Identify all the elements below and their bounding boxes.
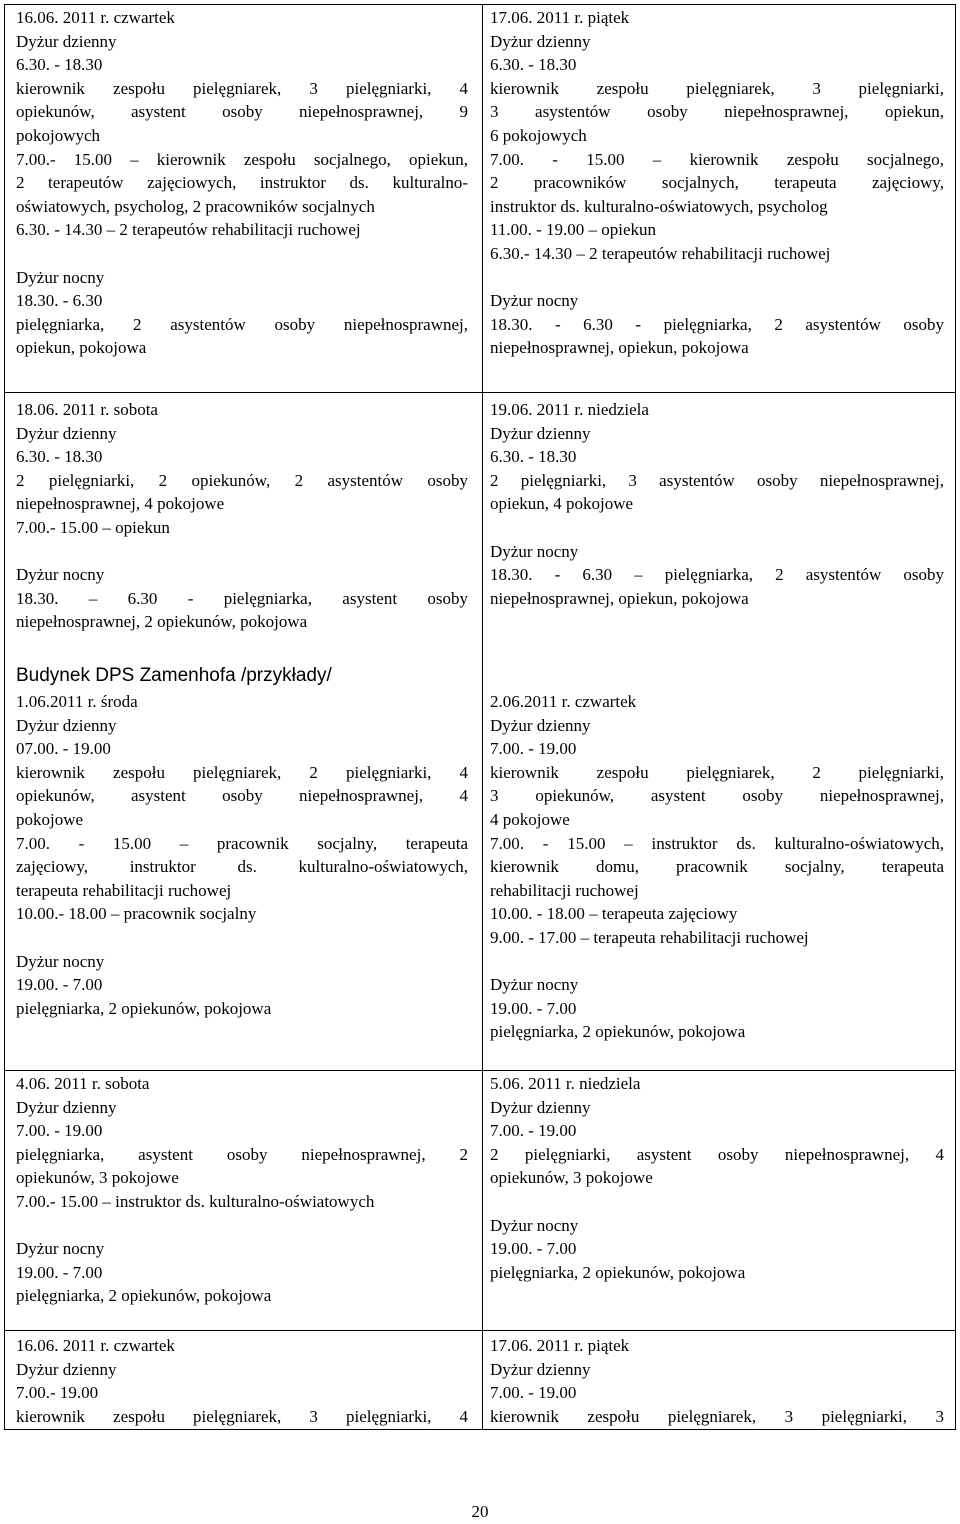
- schedule-text-line: pielęgniarka, 2 opiekunów, pokojowa: [16, 998, 272, 1018]
- schedule-text-line: opiekunów, 3 pokojowe: [16, 1168, 179, 1188]
- schedule-text-line: 10.00. - 18.00 – terapeuta zajęciowy: [490, 904, 738, 924]
- blank-line: [490, 516, 944, 540]
- blank-line: [16, 540, 468, 564]
- schedule-text-line: Dyżur nocny: [490, 975, 579, 995]
- schedule-text-line: 2.06.2011 r. czwartek: [490, 692, 637, 711]
- schedule-text-line: 17.06. 2011 r. piątek: [490, 1336, 630, 1355]
- schedule-text-line: 19.00. - 7.00: [16, 1262, 103, 1282]
- schedule-cell-16-06-zamenhofa: [16, 1334, 468, 1428]
- schedule-text-line: 19.00. - 7.00: [490, 998, 577, 1018]
- blank-line: [16, 242, 468, 266]
- schedule-text-line: kierownik zespołu pielęgniarek, 3 pielęgniarki, 4: [16, 78, 468, 98]
- schedule-text-line: Dyżur dzienny: [16, 1359, 117, 1379]
- schedule-text-line: Dyżur dzienny: [16, 1097, 117, 1117]
- schedule-text-line: niepełnosprawnej, opiekun, pokojowa: [490, 338, 749, 358]
- schedule-text-line: 18.30. - 6.30 - pielęgniarka, 2 asystentów osoby: [490, 314, 944, 334]
- schedule-cell-01-06-day: [16, 690, 468, 1020]
- schedule-text-line: 4.06. 2011 r. sobota: [16, 1074, 150, 1093]
- schedule-text-line: rehabilitacji ruchowej: [490, 880, 639, 900]
- schedule-text-line: 7.00. - 19.00: [490, 1121, 577, 1141]
- schedule-cell-04-06-day: [16, 1072, 468, 1308]
- schedule-text-line: opiekunów, 3 pokojowe: [490, 1168, 653, 1188]
- schedule-text-line: niepełnosprawnej, 2 opiekunów, pokojowa: [16, 612, 308, 632]
- schedule-cell-18-06-day: [16, 398, 468, 634]
- schedule-text-line: pielęgniarka, 2 opiekunów, pokojowa: [490, 1262, 746, 1282]
- blank-line: [490, 1190, 944, 1214]
- schedule-text-line: opiekunów, asystent osoby niepełnosprawnej, 9: [16, 102, 468, 122]
- schedule-text-line: kierownik domu, pracownik socjalny, terapeuta: [490, 857, 944, 877]
- schedule-text-line: 6.30. - 18.30: [16, 55, 103, 75]
- schedule-text-line: Dyżur nocny: [490, 1215, 579, 1235]
- schedule-text-line: 6.30. - 18.30: [490, 55, 577, 75]
- schedule-text-line: 18.30. – 6.30 - pielęgniarka, asystent osoby: [16, 588, 468, 608]
- schedule-text-line: 6.30. - 18.30: [16, 447, 103, 467]
- schedule-text-line: 7.00.- 15.00 – instruktor ds. kulturalno-oświatowych: [16, 1191, 375, 1211]
- blank-line: [16, 1214, 468, 1238]
- schedule-text-line: niepełnosprawnej, opiekun, pokojowa: [490, 588, 749, 608]
- schedule-text-line: kierownik zespołu pielęgniarek, 2 pielęgniarki, 4: [16, 762, 468, 782]
- column-divider: [482, 5, 483, 1429]
- schedule-text-line: pielęgniarka, asystent osoby niepełnosprawnej, 2: [16, 1144, 468, 1164]
- schedule-text-line: 1.06.2011 r. środa: [16, 692, 138, 711]
- schedule-text-line: 6.30. - 18.30: [490, 447, 577, 467]
- schedule-text-line: 16.06. 2011 r. czwartek: [16, 1336, 175, 1355]
- schedule-text-line: instruktor ds. kulturalno-oświatowych, psycholog: [490, 196, 828, 216]
- schedule-cell-02-06-day: [490, 690, 944, 1044]
- schedule-text-line: Dyżur dzienny: [16, 423, 117, 443]
- schedule-text-line: 16.06. 2011 r. czwartek: [16, 8, 175, 27]
- schedule-text-line: kierownik zespołu pielęgniarek, 2 pielęgniarki,: [490, 762, 944, 782]
- schedule-text-line: Dyżur nocny: [16, 267, 105, 287]
- schedule-text-line: Dyżur dzienny: [16, 31, 117, 51]
- schedule-text-line: 7.00. - 19.00: [490, 739, 577, 759]
- schedule-text-line: kierownik zespołu pielęgniarek, 3 pielęgniarki,: [490, 78, 944, 98]
- section-heading-cell: [16, 664, 468, 688]
- schedule-text-line: kierownik zespołu pielęgniarek, 3 pielęgniarki, 4: [16, 1406, 468, 1426]
- schedule-text-line: 19.00. - 7.00: [16, 975, 103, 995]
- schedule-text-line: Dyżur dzienny: [16, 715, 117, 735]
- schedule-text-line: 5.06. 2011 r. niedziela: [490, 1074, 641, 1093]
- schedule-text-line: 18.06. 2011 r. sobota: [16, 400, 158, 419]
- schedule-text-line: pielęgniarka, 2 asystentów osoby niepełnosprawnej,: [16, 314, 468, 334]
- schedule-cell-16-06-day: [16, 6, 468, 360]
- schedule-text-line: 07.00. - 19.00: [16, 739, 111, 759]
- schedule-text-line: niepełnosprawnej, 4 pokojowe: [16, 494, 225, 514]
- schedule-text-line: Dyżur dzienny: [490, 715, 591, 735]
- schedule-text-line: 7.00.- 15.00 – kierownik zespołu socjalnego, opiekun,: [16, 149, 468, 169]
- schedule-text-line: 3 asystentów osoby niepełnosprawnej, opiekun,: [490, 102, 944, 122]
- schedule-text-line: 6.30. - 14.30 – 2 terapeutów rehabilitacji ruchowej: [16, 220, 361, 240]
- blank-line: [490, 266, 944, 290]
- schedule-cell-17-06-day: [490, 6, 944, 360]
- schedule-text-line: Dyżur dzienny: [490, 1097, 591, 1117]
- schedule-text-line: 4 pokojowe: [490, 809, 570, 829]
- page-number: 20: [471, 1502, 489, 1521]
- schedule-text-line: Dyżur nocny: [16, 951, 105, 971]
- schedule-text-line: opiekun, 4 pokojowe: [490, 494, 634, 514]
- row-divider: [5, 392, 955, 393]
- schedule-text-line: terapeuta rehabilitacji ruchowej: [16, 880, 232, 900]
- schedule-text-line: zajęciowy, instruktor ds. kulturalno-oświatowych,: [16, 857, 468, 877]
- schedule-text-line: pokojowych: [16, 125, 101, 145]
- blank-line: [490, 950, 944, 974]
- schedule-text-line: 7.00. - 15.00 – pracownik socjalny, terapeuta: [16, 833, 468, 853]
- schedule-text-line: oświatowych, psycholog, 2 pracowników socjalnych: [16, 196, 375, 216]
- schedule-cell-19-06-day: [490, 398, 944, 610]
- schedule-text-line: 7.00.- 19.00: [16, 1383, 99, 1403]
- schedule-text-line: 19.00. - 7.00: [490, 1239, 577, 1259]
- schedule-text-line: 17.06. 2011 r. piątek: [490, 8, 630, 27]
- schedule-text-line: 7.00. - 15.00 – kierownik zespołu socjalnego,: [490, 149, 944, 169]
- schedule-text-line: Dyżur nocny: [490, 291, 579, 311]
- schedule-text-line: 10.00.- 18.00 – pracownik socjalny: [16, 904, 257, 924]
- schedule-text-line: Dyżur dzienny: [490, 1359, 591, 1379]
- schedule-text-line: 7.00. - 19.00: [490, 1383, 577, 1403]
- schedule-text-line: pokojowe: [16, 809, 84, 829]
- schedule-cell-17-06-zamenhofa: [490, 1334, 944, 1428]
- schedule-text-line: 2 pielęgniarki, asystent osoby niepełnosprawnej, 4: [490, 1144, 944, 1164]
- schedule-text-line: 7.00.- 15.00 – opiekun: [16, 517, 170, 537]
- schedule-text-line: 7.00. - 19.00: [16, 1121, 103, 1141]
- schedule-text-line: 18.30. - 6.30: [16, 291, 103, 311]
- schedule-text-line: pielęgniarka, 2 opiekunów, pokojowa: [490, 1022, 746, 1042]
- schedule-text-line: Dyżur nocny: [16, 1239, 105, 1259]
- schedule-text-line: 9.00. - 17.00 – terapeuta rehabilitacji ruchowej: [490, 927, 809, 947]
- schedule-text-line: Dyżur nocny: [490, 541, 579, 561]
- schedule-text-line: 2 terapeutów zajęciowych, instruktor ds. kulturalno-: [16, 173, 468, 193]
- blank-line: [16, 926, 468, 950]
- schedule-text-line: 7.00. - 15.00 – instruktor ds. kulturalno-oświatowych,: [490, 833, 944, 853]
- schedule-text-line: 19.06. 2011 r. niedziela: [490, 400, 649, 419]
- schedule-text-line: 3 opiekunów, asystent osoby niepełnosprawnej,: [490, 786, 944, 806]
- schedule-text-line: Dyżur dzienny: [490, 31, 591, 51]
- schedule-text-line: 2 pielęgniarki, 3 asystentów osoby niepełnosprawnej,: [490, 470, 944, 490]
- schedule-text-line: pielęgniarka, 2 opiekunów, pokojowa: [16, 1286, 272, 1306]
- schedule-text-line: 18.30. - 6.30 – pielęgniarka, 2 asystentów osoby: [490, 565, 944, 585]
- schedule-text-line: Dyżur nocny: [16, 565, 105, 585]
- row-divider: [5, 1330, 955, 1331]
- schedule-text-line: Dyżur dzienny: [490, 423, 591, 443]
- section-heading: Budynek DPS Zamenhofa /przykłady/: [16, 665, 332, 686]
- schedule-text-line: kierownik zespołu pielęgniarek, 3 pielęgniarki, 3: [490, 1406, 944, 1426]
- schedule-text-line: 2 pracowników socjalnych, terapeuta zajęciowy,: [490, 173, 944, 193]
- schedule-text-line: opiekunów, asystent osoby niepełnosprawnej, 4: [16, 786, 468, 806]
- schedule-text-line: 2 pielęgniarki, 2 opiekunów, 2 asystentów osoby: [16, 470, 468, 490]
- schedule-cell-05-06-day: [490, 1072, 944, 1284]
- schedule-text-line: 6 pokojowych: [490, 125, 587, 145]
- schedule-text-line: 11.00. - 19.00 – opiekun: [490, 220, 657, 240]
- schedule-text-line: 6.30.- 14.30 – 2 terapeutów rehabilitacji ruchowej: [490, 243, 831, 263]
- schedule-text-line: opiekun, pokojowa: [16, 338, 147, 358]
- row-divider: [5, 1070, 955, 1071]
